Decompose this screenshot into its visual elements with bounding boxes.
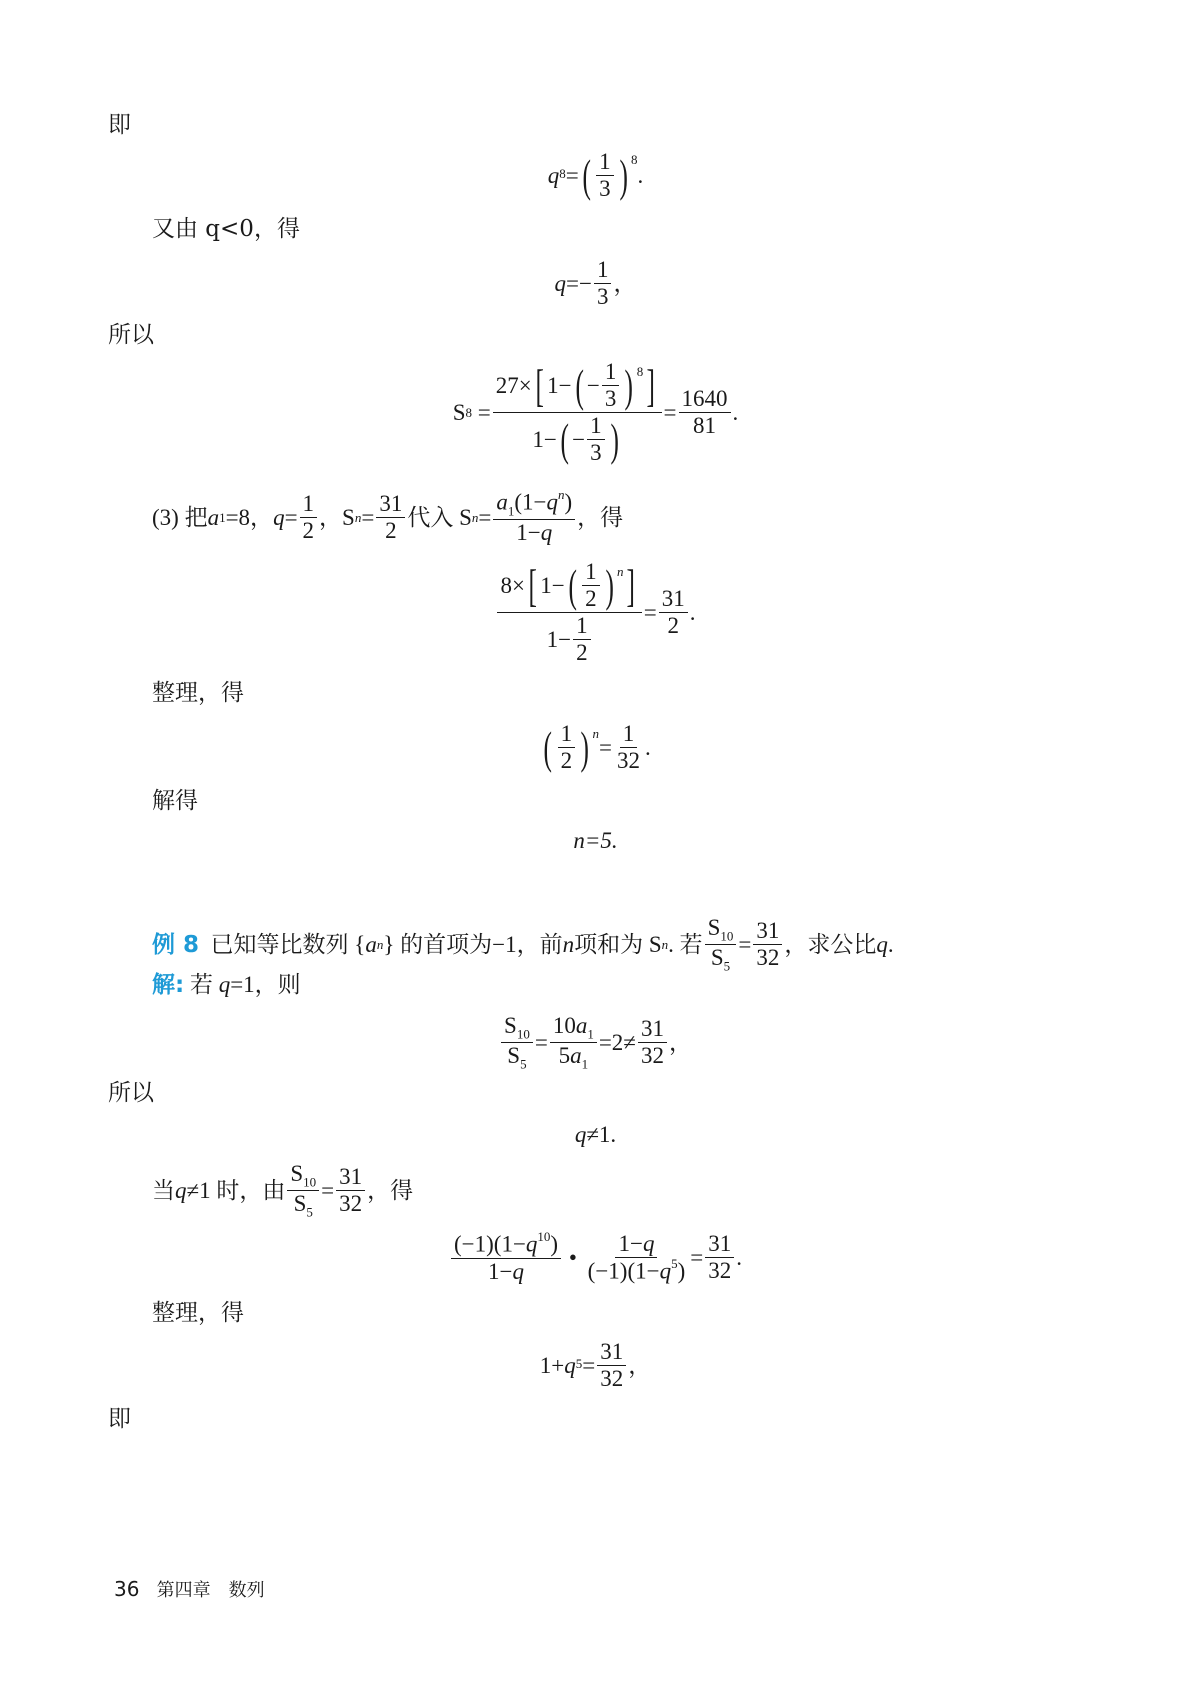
equation-q-value: q =− $\frac{1}{3}$ ， bbox=[554, 257, 637, 310]
solution-start: 解: 若 q=1，则 bbox=[152, 972, 301, 998]
example-8-label: 例 8 bbox=[152, 931, 200, 958]
chapter-title: 第四章 数列 bbox=[156, 1580, 265, 1601]
para-part3: (3) 把 a 1 =8， q = $\frac{1}{2}$ ，S n = $\frac{31}{2}$ 代入 S n = $\frac{a_1(1-q^n)}{1-q}$ ，得 bbox=[152, 487, 624, 545]
example-8: 例 8 已知等比数列 { a n } 的首项为−1，前 n 项和为 S n . 若 $\frac{S_{10}}{S_5}$ = $\frac{31}{32}$ ，求公比 q . bbox=[152, 915, 894, 974]
page-number: 36 bbox=[114, 1577, 140, 1601]
equation-q8: q $^8$ = ( $\frac{1}{3}$ ) $^8$ . bbox=[547, 149, 644, 202]
para-ji-2: 即 bbox=[108, 1406, 131, 1432]
equation-one-plus-q5: 1+ q $^5$ = $\frac{31}{32}$ ， bbox=[539, 1339, 652, 1392]
para-suoyi-2: 所以 bbox=[108, 1080, 154, 1106]
equation-half-pow-n: ( $\frac{1}{2}$ ) $^n$ = $\frac{1}{32}$ . bbox=[543, 721, 651, 774]
para-zhengli-1: 整理，得 bbox=[152, 680, 244, 706]
para-zhengli-2: 整理，得 bbox=[152, 1300, 244, 1326]
para-suoyi-1: 所以 bbox=[108, 322, 154, 348]
para-youyou: 又由 q<0，得 bbox=[152, 216, 300, 242]
equation-ratio-product: $\frac{(-1)(1-q^{10})}{1-q}$ • $\frac{1-q}{(-1)(1-q^5)}$ = $\frac{31}{32}$ . bbox=[0, 1232, 1191, 1284]
equation-q-not-1: q≠1. bbox=[574, 1122, 617, 1147]
para-ji-1: 即 bbox=[108, 112, 131, 138]
equation-s8: S 8 = 27× [ 1− ( − $\frac{1}{3}$ ) $^8$ ] 1− ( − $\frac{1}{3}$ ) = $\frac{1640}{81}$ . bbox=[452, 359, 739, 466]
page-footer bbox=[114, 1576, 265, 1602]
solution-label: 解: bbox=[152, 972, 185, 998]
para-dang: 当 q ≠1 时，由 $\frac{S_{10}}{S_5}$ = $\frac{31}{32}$ ，得 bbox=[152, 1161, 414, 1220]
equation-q-equals-1-check: $\frac{S_{10}}{S_5}$ = $\frac{10a_1}{5a_1}$ =2≠ $\frac{31}{32}$ ， bbox=[0, 1014, 1191, 1071]
equation-n-equals: n=5. bbox=[573, 828, 618, 853]
para-jiede: 解得 bbox=[152, 788, 198, 814]
eq-q8-lhs: q bbox=[547, 162, 560, 188]
equation-part3: 8× [ 1− ( $\frac{1}{2}$ ) $^n$ ] 1− $\frac{1}{2}$ = $\frac{31}{2}$ . bbox=[0, 560, 1191, 666]
